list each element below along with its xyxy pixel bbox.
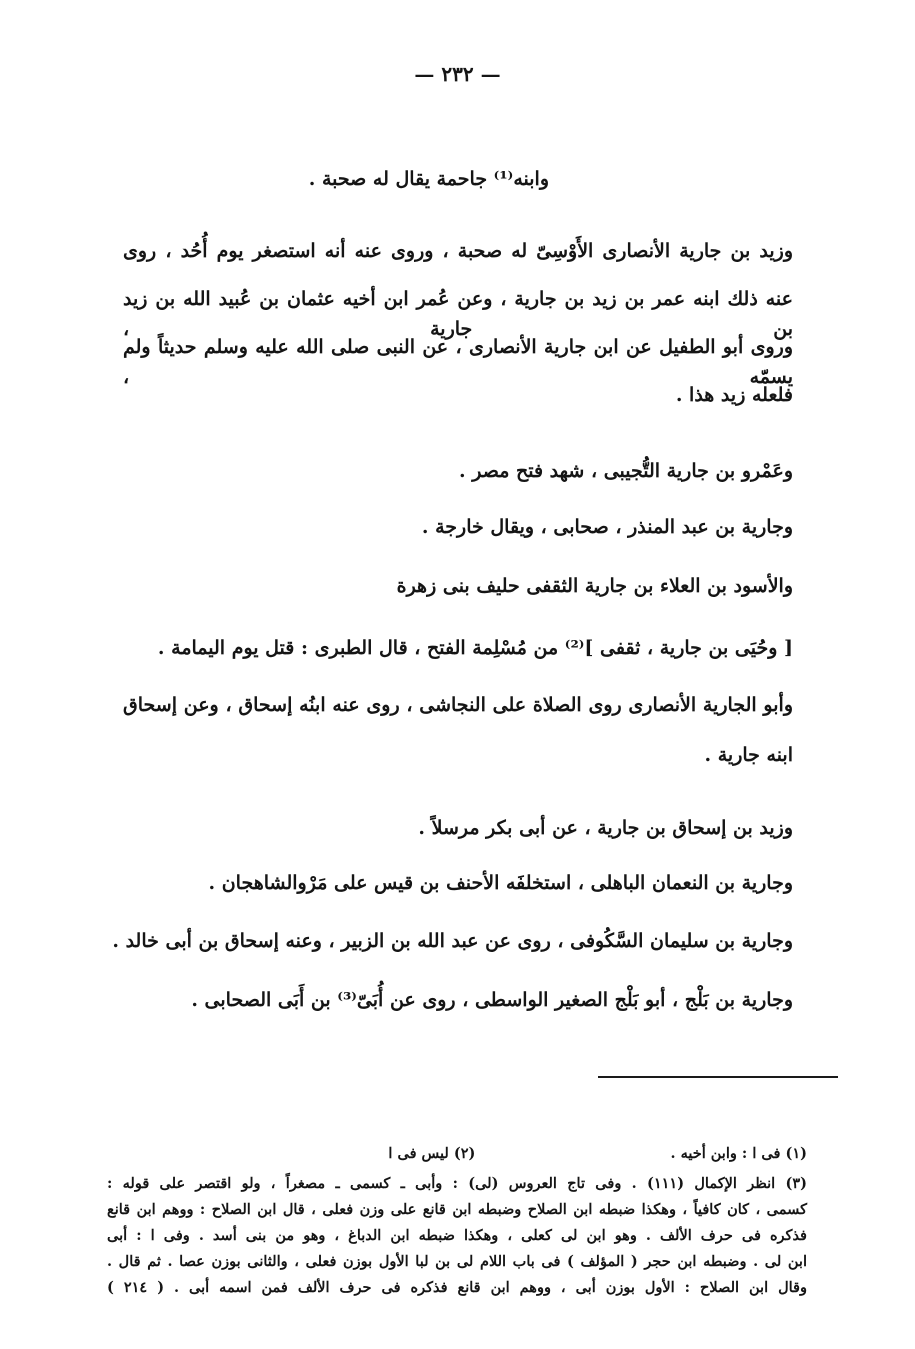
body-line: وزيد بن إسحاق بن جارية ، عن أبى بكر مرسلاً . bbox=[418, 817, 793, 839]
body-line: عنه ذلك ابنه عمر بن زيد بن جارية ، وعن عُمر ابن أخيه عثمان بن عُبيد الله بن زيد بن جارية ، bbox=[123, 288, 793, 340]
footnote-3-line: كسمى ، كان كافياً ، وهكذا ضبطه ابن الصلاح وضبطه ابن قانع على وزن فعلى ، قال ابن الصلاح : ووهم ابن قانع bbox=[107, 1201, 807, 1218]
page-number: — ٢٣٢ — bbox=[414, 62, 501, 86]
body-line: وروى أبو الطفيل عن ابن جارية الأنصارى ، عن النبى صلى الله عليه وسلم حديثاً ولم يسمّه ، bbox=[123, 336, 793, 388]
footnote-3-line: ابن لى . وضبطه ابن حجر ( المؤلف ) فى باب اللام لى بن لبا الأول بوزن فعلى ، والثانى بوزن عصا . ثم قال . bbox=[107, 1253, 807, 1270]
body-line: وجارية بن النعمان الباهلى ، استخلفَه الأحنف بن قيس على مَرْوالشاهجان . bbox=[208, 872, 793, 894]
footnote-3-line: وقال ابن الصلاح : الأول بوزن أبى ، ووهم ابن قانع فذكره فى حرف الألف فمن اسمه أبى . ( ٢١٤ ) bbox=[107, 1279, 807, 1296]
body-line: وجارية بن سليمان السَّكُوفى ، روى عن عبد الله بن الزبير ، وعنه إسحاق بن أبى خالد . bbox=[112, 930, 793, 952]
body-line: وجارية بن عبد المنذر ، صحابى ، ويقال خارجة . bbox=[421, 516, 793, 538]
footnote-row bbox=[107, 1142, 807, 1166]
footnote-separator bbox=[598, 1076, 838, 1078]
body-line: وابنه⁽¹⁾ جاحمة يقال له صحبة . bbox=[308, 168, 549, 190]
body-line: والأسود بن العلاء بن جارية الثقفى حليف بنى زهرة bbox=[396, 575, 793, 597]
body-line: وعَمْرو بن جارية التُّجيبى ، شهد فتح مصر . bbox=[459, 460, 793, 482]
footnote-3-line: (٣) انظر الإكمال (١١١) . وفى تاج العروس (لى) : وأبى ـ كسمى ـ مصغراً ، ولو اقتصر على قوله : bbox=[107, 1175, 807, 1192]
footnote-2: (٢) ليس فى ا bbox=[388, 1145, 476, 1162]
footnote-1: (١) فى ا : وابن أخيه . bbox=[670, 1145, 807, 1162]
body-line: [ وحُيَى بن جارية ، ثقفى ]⁽²⁾ من مُسْلِمة الفتح ، قال الطبرى : قتل يوم اليمامة . bbox=[157, 637, 793, 659]
body-line: فلعله زيد هذا . bbox=[675, 384, 793, 406]
body-line: وزيد بن جارية الأنصارى الأَوْسِىّ له صحبة ، وروى عنه أنه استصغر يوم أُحُد ، روى bbox=[123, 240, 793, 262]
body-line: ابنه جارية . bbox=[704, 744, 793, 766]
body-line: وأبو الجارية الأنصارى روى الصلاة على النجاشى ، روى عنه ابنُه إسحاق ، وعن إسحاق bbox=[123, 694, 793, 716]
body-line: وجارية بن بَلْج ، أبو بَلْج الصغير الواسطى ، روى عن أُبَىّ⁽³⁾ بن أَبَى الصحابى . bbox=[191, 989, 793, 1011]
footnote-3-line: فذكره فى حرف الألف . وهو ابن لى كعلى ، وهكذا ضبطه ابن الدباغ ، وهو من بنى أسد . وفى ا : أبى bbox=[107, 1227, 807, 1244]
